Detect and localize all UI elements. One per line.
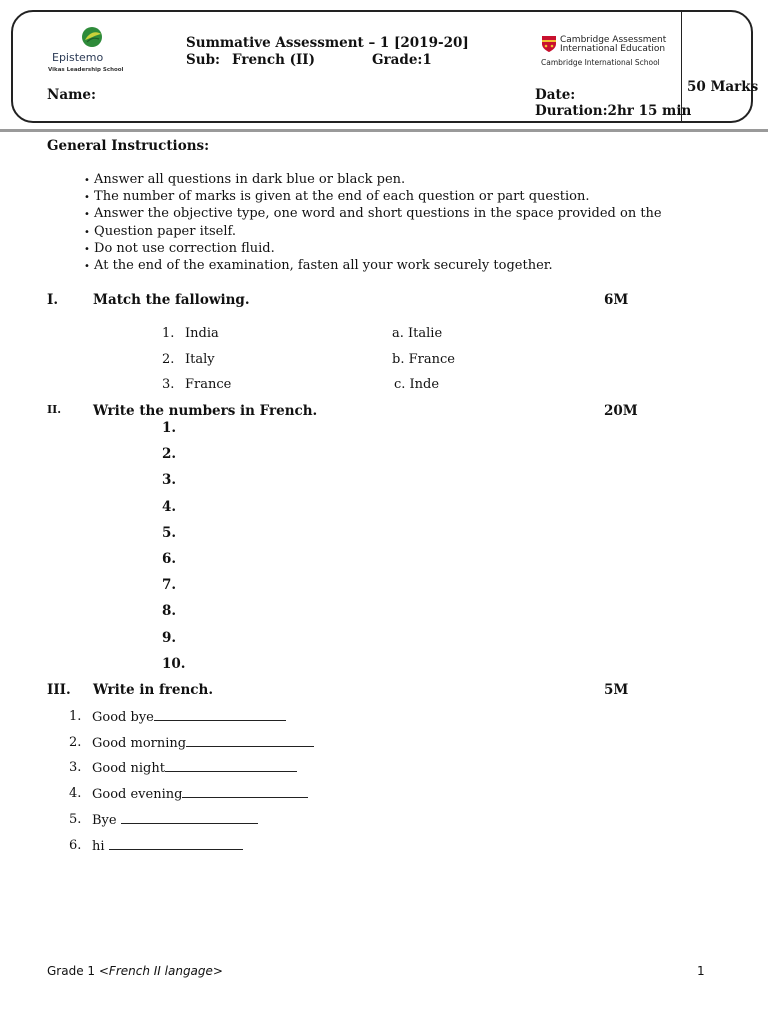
number-answer-item: 6. xyxy=(162,551,177,567)
answer-blank[interactable] xyxy=(182,786,308,798)
number-answer-item: 1. xyxy=(162,420,177,436)
answer-blank[interactable] xyxy=(121,812,258,824)
number-answer-item: 7. xyxy=(162,577,177,594)
number-answer-item: 2. xyxy=(162,446,177,463)
write-in-number: 4. xyxy=(69,786,82,802)
bullet-icon: • xyxy=(84,175,90,186)
instructions-heading: General Instructions: xyxy=(47,138,210,154)
logo-name: Epistemo xyxy=(52,51,104,64)
subject-value: French (II) xyxy=(232,52,316,68)
match-left-item: France xyxy=(185,377,232,393)
answer-blank[interactable] xyxy=(165,760,297,772)
exam-title: Summative Assessment – 1 [2019-20] xyxy=(186,35,469,51)
leaf-icon xyxy=(81,25,103,49)
instruction-item xyxy=(84,206,684,223)
page-number: 1 xyxy=(697,964,705,978)
cambridge-line1: Cambridge Assessment xyxy=(560,35,667,45)
match-left-item: Italy xyxy=(185,351,215,367)
footer-grade: Grade 1 xyxy=(47,964,99,978)
number-answer-item: 10. xyxy=(162,655,186,672)
instruction-item xyxy=(84,258,684,275)
write-in-prompt: Good bye xyxy=(92,710,154,725)
write-in-number: 1. xyxy=(69,709,82,724)
school-logo xyxy=(48,27,132,79)
bullet-icon: • xyxy=(84,226,90,238)
date-label: Date: xyxy=(535,87,576,103)
instruction-text: Answer the objective type, one word and short questions in the space provided on the xyxy=(94,206,662,222)
match-right-item: b. France xyxy=(392,351,455,367)
number-answer-item: 5. xyxy=(162,524,177,541)
write-in-prompt: hi xyxy=(92,838,109,854)
answer-blank[interactable] xyxy=(186,735,314,747)
bullet-icon: • xyxy=(84,260,90,272)
write-in-prompt: Bye xyxy=(92,812,121,828)
q1-marks: 6M xyxy=(604,292,629,308)
write-in-prompt: Good night xyxy=(92,761,165,777)
q2-marks: 20M xyxy=(604,403,638,419)
q3-title: Write in french. xyxy=(93,682,214,698)
number-answer-item: 3. xyxy=(162,472,177,489)
q1-number: I. xyxy=(47,292,59,308)
match-right-item: c. Inde xyxy=(394,377,440,393)
name-label: Name: xyxy=(47,87,96,103)
q2-number: II. xyxy=(47,403,62,416)
instruction-text: Question paper itself. xyxy=(94,223,236,239)
instruction-item xyxy=(84,189,684,206)
write-in-number: 6. xyxy=(69,837,82,853)
write-in-prompt: Good evening xyxy=(92,787,183,803)
answer-blank[interactable] xyxy=(154,709,286,721)
write-in-number: 3. xyxy=(69,760,82,776)
answer-blank[interactable] xyxy=(109,838,243,850)
bullet-icon: • xyxy=(84,243,90,255)
write-in-number: 2. xyxy=(69,734,82,750)
duration-label: Duration:2hr 15 min xyxy=(535,103,692,119)
match-left-number: 1. xyxy=(162,326,175,341)
instruction-item xyxy=(84,224,684,241)
write-in-number: 5. xyxy=(69,811,82,827)
logo-tagline: Vikas Leadership School xyxy=(48,67,124,73)
instruction-text: The number of marks is given at the end of each question or part question. xyxy=(94,189,590,205)
match-left-number: 2. xyxy=(162,351,175,367)
q1-title: Match the fallowing. xyxy=(93,292,250,308)
number-answer-item: 8. xyxy=(162,603,177,620)
instruction-item xyxy=(84,241,684,258)
cambridge-line2: International Education xyxy=(560,44,666,54)
number-answer-item: 4. xyxy=(162,498,177,515)
write-in-prompt: Good morning xyxy=(92,735,187,751)
header-rule xyxy=(0,129,768,132)
q3-number: III. xyxy=(47,682,71,698)
instructions-list xyxy=(84,172,684,275)
grade-value: Grade:1 xyxy=(372,52,432,68)
subject-label: Sub: xyxy=(186,52,220,68)
number-answer-item: 9. xyxy=(162,629,177,646)
instruction-item xyxy=(84,172,684,189)
q3-marks: 5M xyxy=(604,682,629,698)
instruction-text: Do not use correction fluid. xyxy=(94,240,275,256)
cambridge-line3: Cambridge International School xyxy=(541,58,660,67)
footer-left xyxy=(47,964,223,978)
bullet-icon: • xyxy=(84,209,90,221)
instruction-text: At the end of the examination, fasten all your work securely together. xyxy=(94,257,553,273)
q2-title: Write the numbers in French. xyxy=(93,403,318,419)
match-left-number: 3. xyxy=(162,377,175,393)
match-left-item: India xyxy=(185,326,219,341)
bullet-icon: • xyxy=(84,192,90,204)
cambridge-crest-icon xyxy=(541,35,557,53)
footer-subject: <French II langage> xyxy=(98,964,223,978)
total-marks: 50 Marks xyxy=(687,79,759,95)
match-right-item: a. Italie xyxy=(392,326,443,341)
instruction-text: Answer all questions in dark blue or black pen. xyxy=(94,172,406,187)
